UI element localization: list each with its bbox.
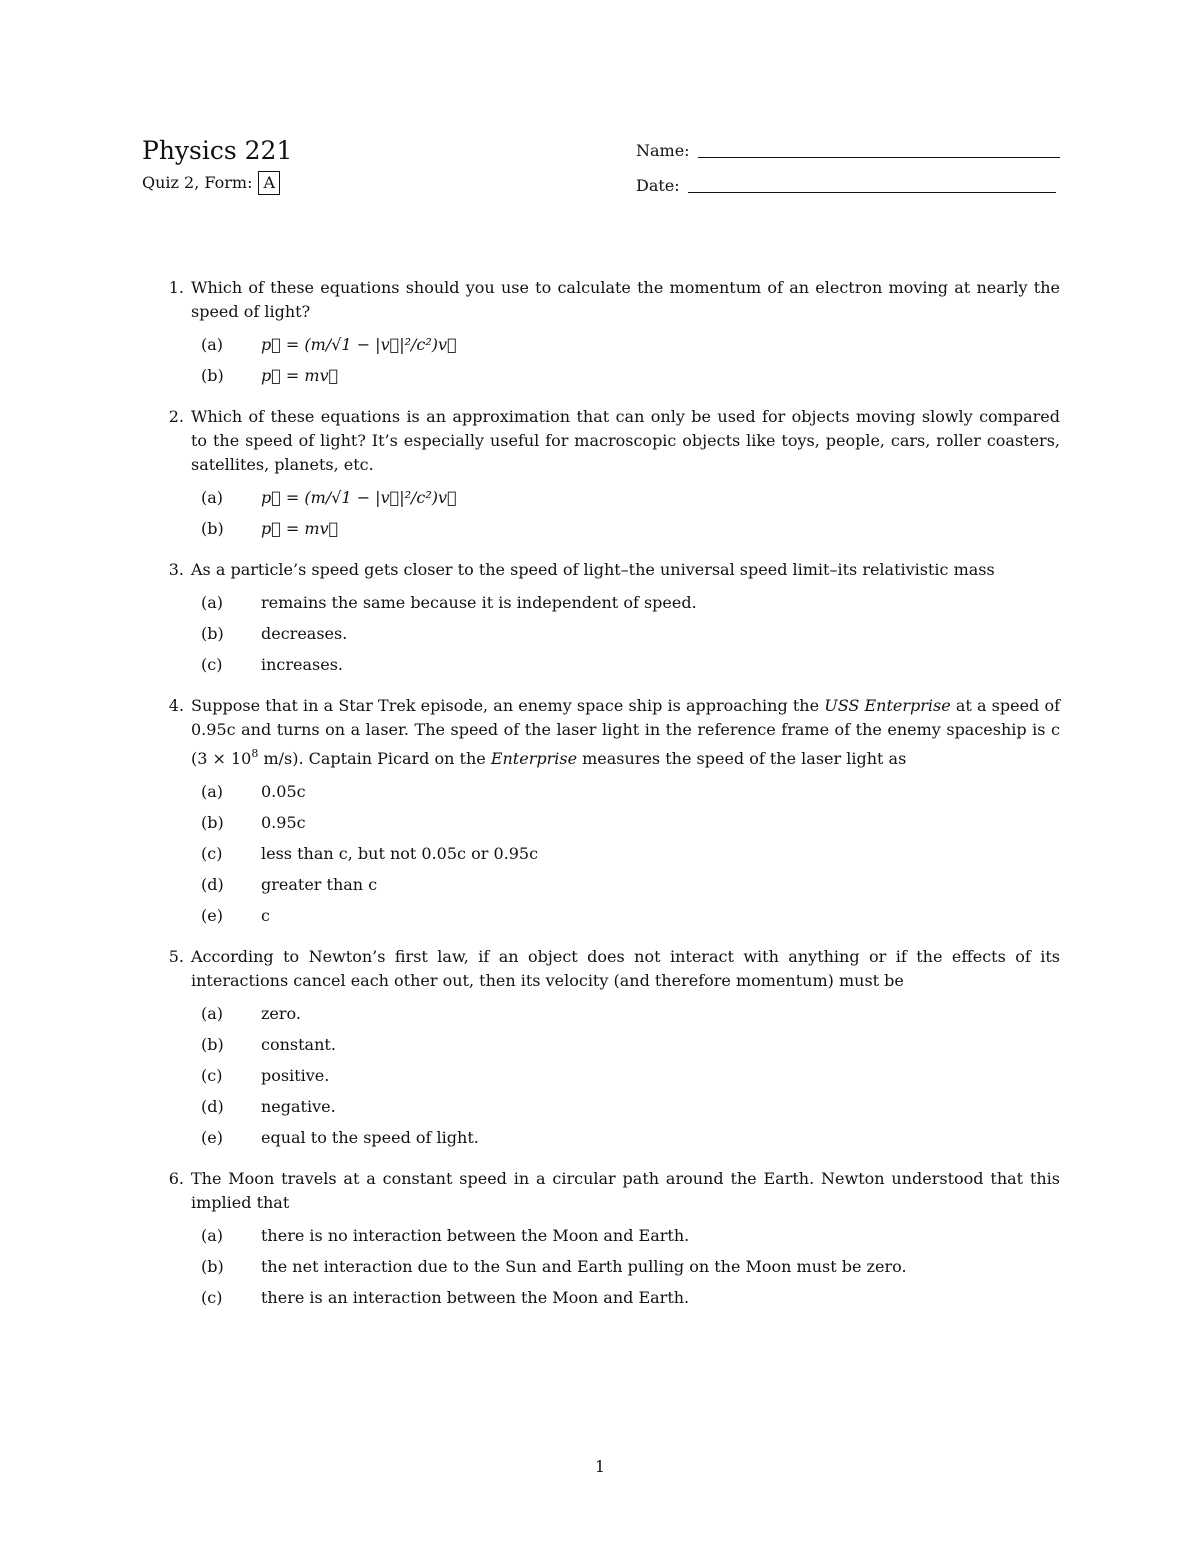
option-item [191, 781, 1060, 812]
option-item [191, 365, 1060, 396]
question-text-part: measures the speed of the laser light as [577, 749, 907, 768]
quiz-label: Quiz 2, Form: [142, 173, 253, 192]
option-text: there is an interaction between the Moon and Earth. [261, 1288, 690, 1307]
name-label: Name: [636, 141, 690, 160]
option-item [191, 518, 1060, 549]
option-text: p⃗ = (m/√1 − |v⃗|²/c²)v⃗ [261, 335, 457, 354]
question-text: Which of these equations should you use to calculate the momentum of an electron moving at nearly the speed of light? [191, 278, 1060, 321]
option-text: zero. [261, 1004, 301, 1023]
option-letter: (b) [201, 366, 224, 385]
option-item [191, 812, 1060, 843]
date-blank-line [688, 176, 1056, 193]
option-text: constant. [261, 1035, 336, 1054]
option-text: positive. [261, 1066, 330, 1085]
question-6 [160, 1167, 1060, 1318]
option-list [191, 1003, 1060, 1158]
option-text: p⃗ = mv⃗ [261, 519, 339, 538]
option-item [191, 1003, 1060, 1034]
option-item [191, 905, 1060, 936]
question-2 [160, 405, 1060, 549]
date-label: Date: [636, 176, 680, 195]
option-text: increases. [261, 655, 344, 674]
option-letter: (c) [201, 1066, 223, 1085]
option-item [191, 1225, 1060, 1256]
option-item [191, 623, 1060, 654]
question-text-part: Suppose that in a Star Trek episode, an enemy space ship is approaching the [191, 696, 825, 715]
ship-name-italic: Enterprise [490, 749, 578, 768]
option-letter: (a) [201, 1226, 224, 1245]
option-item [191, 1034, 1060, 1065]
option-text: remains the same because it is independent of speed. [261, 593, 697, 612]
option-letter: (c) [201, 844, 223, 863]
option-text: negative. [261, 1097, 336, 1116]
question-number: 1. [168, 278, 184, 297]
option-text: 0.95c [261, 813, 306, 832]
option-letter: (d) [201, 875, 224, 894]
option-letter: (c) [201, 655, 223, 674]
option-text: the net interaction due to the Sun and Earth pulling on the Moon must be zero. [261, 1257, 907, 1276]
course-title: Physics 221 [142, 136, 293, 165]
option-item [191, 1096, 1060, 1127]
question-text: As a particle’s speed gets closer to the speed of light–the universal speed limit–its relativistic mass [191, 560, 995, 579]
question-number: 5. [168, 947, 184, 966]
option-letter: (b) [201, 519, 224, 538]
question-number: 3. [168, 560, 184, 579]
option-text: equal to the speed of light. [261, 1128, 479, 1147]
question-text: According to Newton’s first law, if an object does not interact with anything or if the effects of its interactions cancel each other out, then its velocity (and therefore momentum) must be [191, 947, 1060, 990]
ship-name-italic: USS Enterprise [824, 696, 951, 715]
option-letter: (b) [201, 813, 224, 832]
option-letter: (a) [201, 335, 224, 354]
question-text: Which of these equations is an approximation that can only be used for objects moving slowly compared to the speed of light? It’s especially useful for macroscopic objects like toys, people, cars, roller coasters, satellites, planets, etc. [191, 407, 1060, 474]
option-text: c [261, 906, 270, 925]
option-text: decreases. [261, 624, 348, 643]
option-letter: (a) [201, 488, 224, 507]
option-item [191, 1256, 1060, 1287]
question-text [191, 694, 1060, 771]
name-field [636, 140, 1060, 162]
option-text: p⃗ = mv⃗ [261, 366, 339, 385]
option-list [191, 781, 1060, 936]
exponent: 8 [251, 747, 259, 760]
option-item [191, 592, 1060, 623]
question-1 [160, 276, 1060, 396]
option-item [191, 487, 1060, 518]
option-text: 0.05c [261, 782, 306, 801]
option-item [191, 1287, 1060, 1318]
option-list [191, 487, 1060, 549]
question-list [160, 276, 1060, 1327]
option-text: greater than c [261, 875, 378, 894]
option-text: there is no interaction between the Moon and Earth. [261, 1226, 690, 1245]
option-letter: (e) [201, 1128, 223, 1147]
option-list [191, 1225, 1060, 1318]
option-text: less than c, but not 0.05c or 0.95c [261, 844, 539, 863]
form-letter-box: A [258, 171, 280, 195]
question-text-part: m/s). Captain Picard on the [258, 749, 491, 768]
option-item [191, 654, 1060, 685]
page-number: 1 [594, 1457, 606, 1476]
question-text: The Moon travels at a constant speed in a circular path around the Earth. Newton understood that this implied that [191, 1169, 1060, 1212]
option-letter: (b) [201, 624, 224, 643]
option-letter: (a) [201, 782, 224, 801]
question-text-part: at a speed of 0.95c and turns on a laser. The speed of the laser light in the reference frame of the enemy spaceship is c (3 × 10 [191, 696, 1061, 768]
option-item [191, 843, 1060, 874]
question-5 [160, 945, 1060, 1158]
question-number: 2. [168, 407, 184, 426]
option-item [191, 1065, 1060, 1096]
question-3 [160, 558, 1060, 685]
option-letter: (a) [201, 1004, 224, 1023]
option-text: p⃗ = (m/√1 − |v⃗|²/c²)v⃗ [261, 488, 457, 507]
option-list [191, 334, 1060, 396]
question-number: 4. [168, 696, 184, 715]
quiz-form-line [142, 171, 280, 195]
question-4 [160, 694, 1060, 936]
option-letter: (e) [201, 906, 223, 925]
option-item [191, 1127, 1060, 1158]
option-item [191, 334, 1060, 365]
option-letter: (b) [201, 1035, 224, 1054]
name-blank-line [698, 141, 1060, 158]
option-letter: (d) [201, 1097, 224, 1116]
option-list [191, 592, 1060, 685]
option-letter: (a) [201, 593, 224, 612]
question-number: 6. [168, 1169, 184, 1188]
option-letter: (c) [201, 1288, 223, 1307]
option-item [191, 874, 1060, 905]
option-letter: (b) [201, 1257, 224, 1276]
date-field [636, 175, 1056, 197]
